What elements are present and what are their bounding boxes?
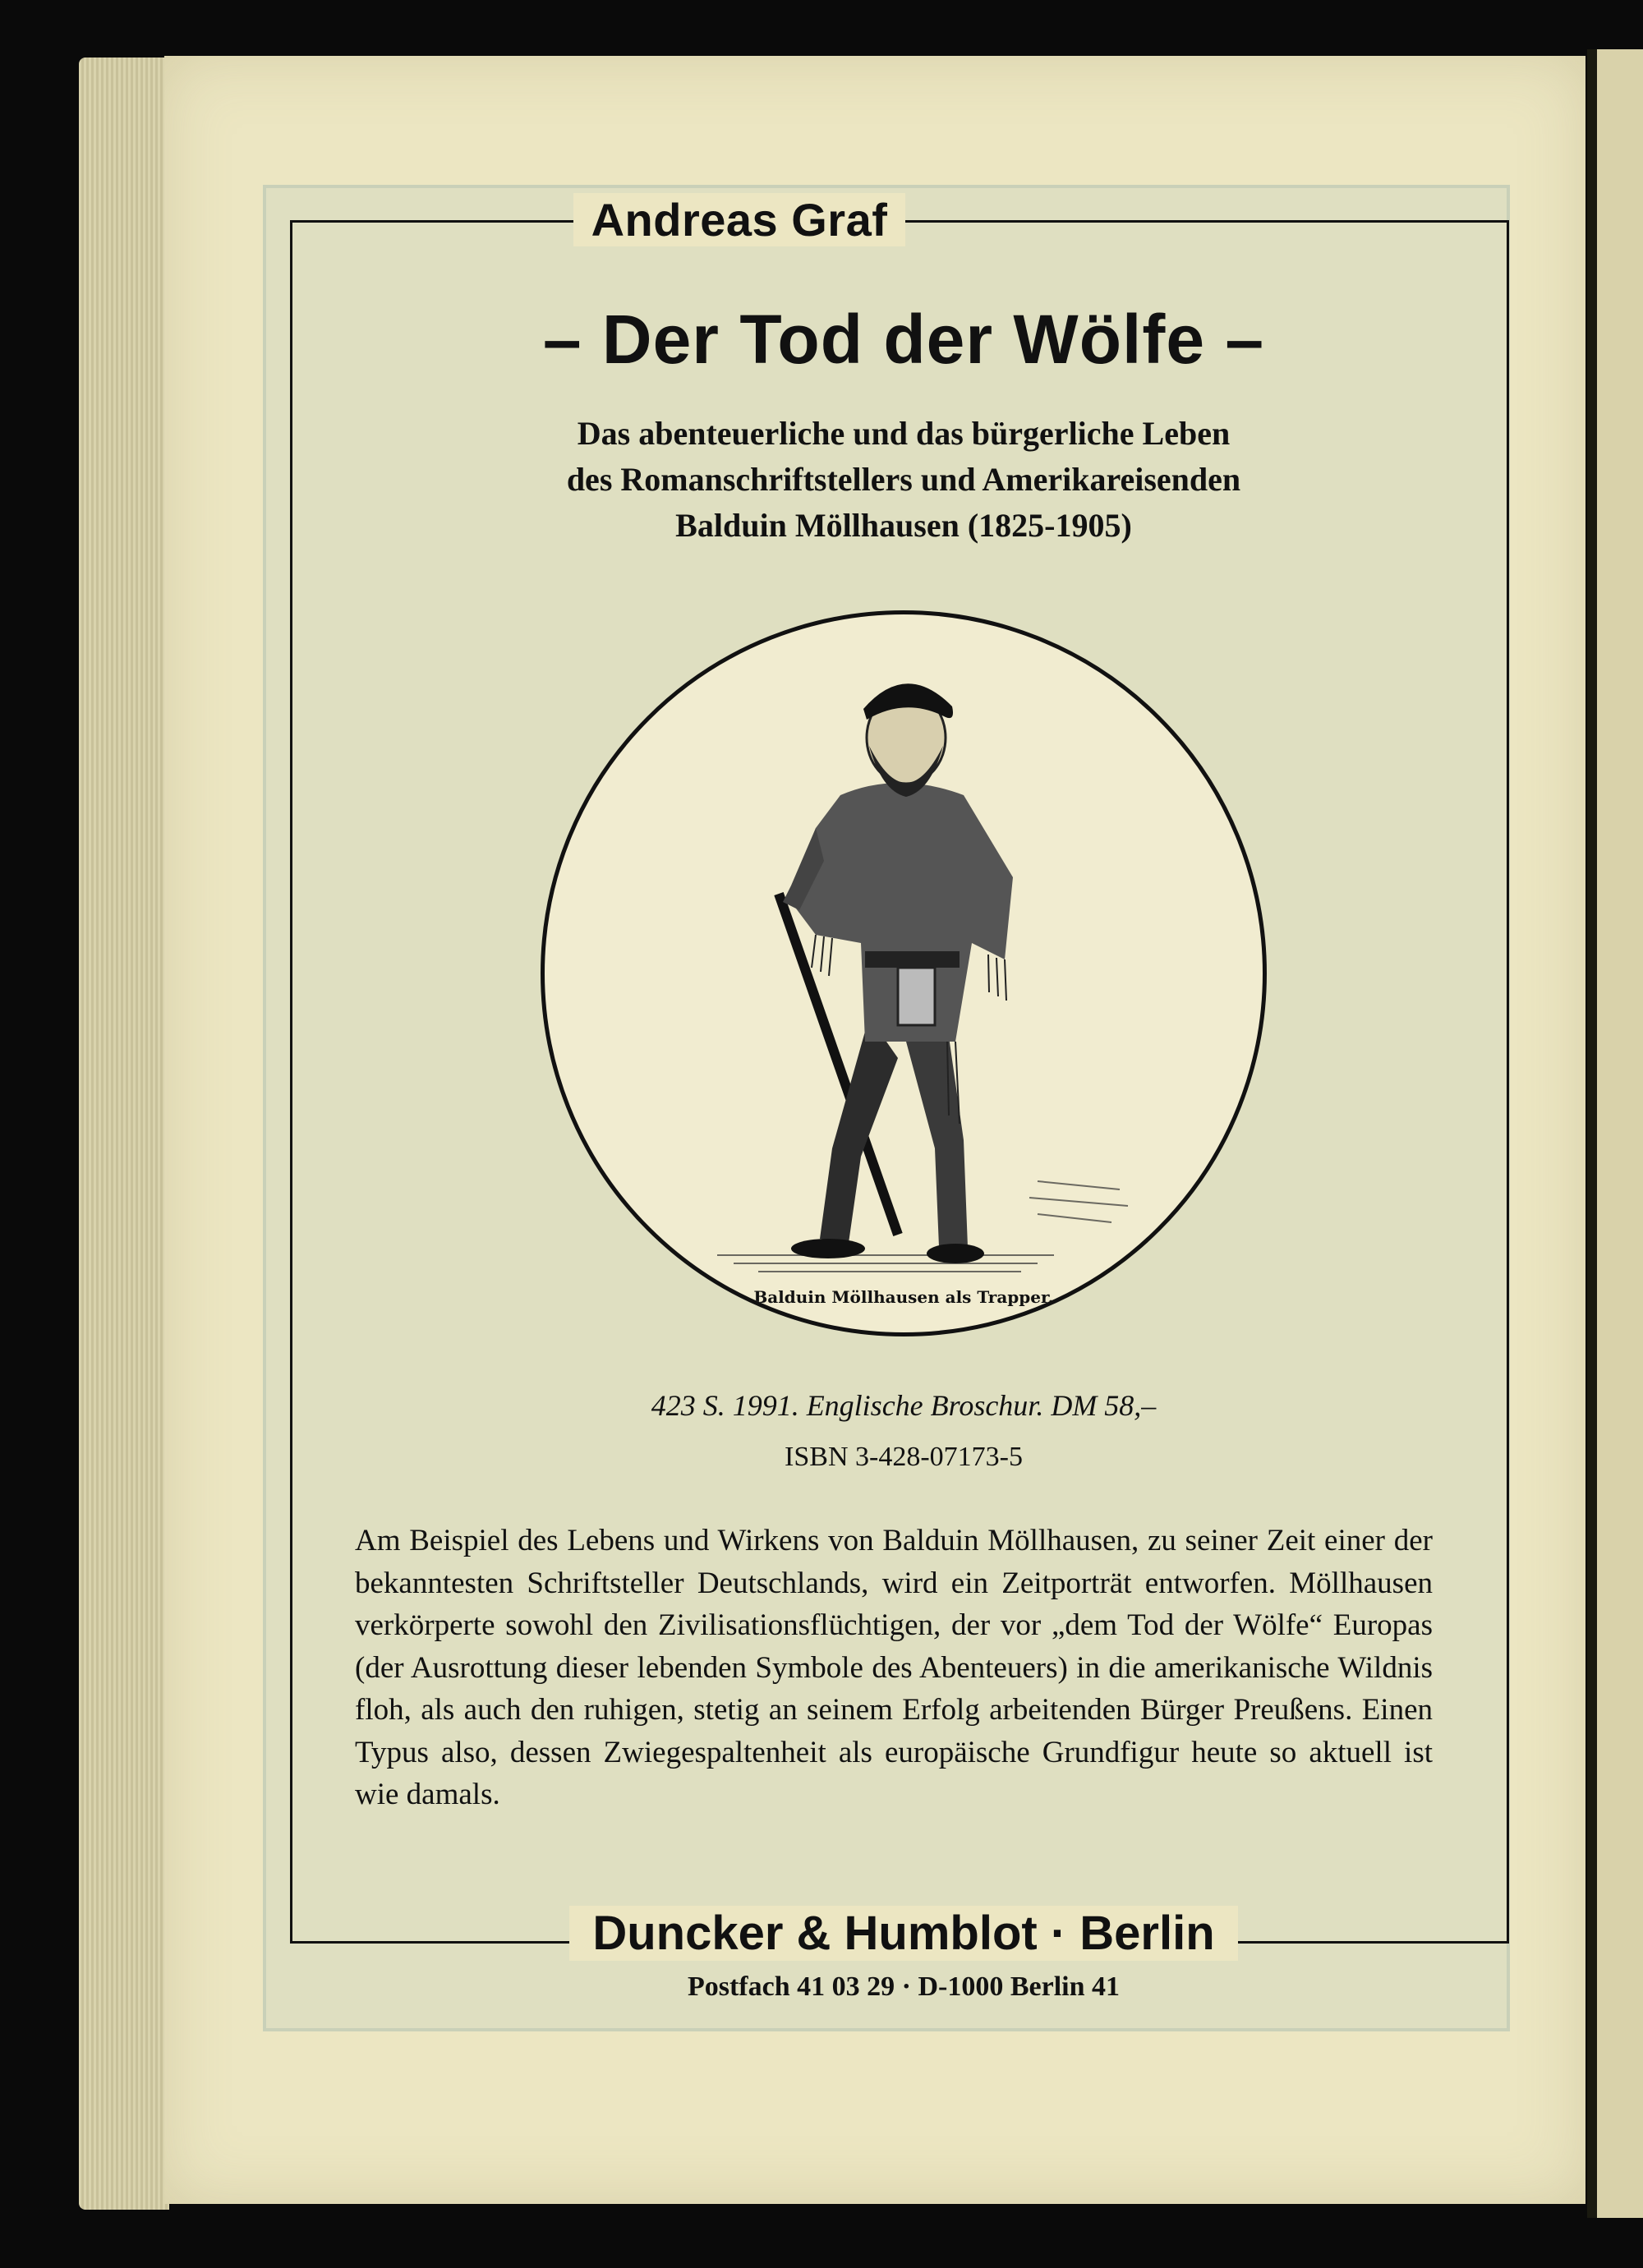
page-stack-edge xyxy=(79,58,169,2210)
isbn: ISBN 3-428-07173-5 xyxy=(785,1442,1023,1472)
publisher-address: Postfach 41 03 29 · D-1000 Berlin 41 xyxy=(687,1971,1121,2002)
book-description: Am Beispiel des Lebens und Wirkens von Balduin Möllhausen, zu seiner Zeit einer der bekanntesten Schriftsteller Deutschlands, wird ein Zeitporträt entworfen. Möllhausen verkörperte sowohl den Zivilisationsflüchtigen, der vor „dem Tod der Wölfe“ Europas (der Ausrottung dieser lebenden Symbole des Abenteuers) in die amerikanische Wildnis floh, als auch den ruhigen, stetig an seinem Erfolg arbeitenden Bürger Preußens. Einen Typus also, dessen Zwiegespaltenheit als europäische Grundfigur heute so aktuell ist wie damals. xyxy=(355,1524,1433,1811)
subtitle-line: Das abenteuerliche und das bürgerliche Leben xyxy=(577,415,1231,452)
publisher-name: Duncker & Humblot · Berlin xyxy=(569,1906,1237,1961)
portrait-medallion xyxy=(541,610,1267,1336)
book-subtitle xyxy=(0,411,1643,549)
illustration-caption: Balduin Möllhausen als Trapper. xyxy=(753,1287,1054,1307)
subtitle-line: Balduin Möllhausen (1825-1905) xyxy=(675,507,1132,544)
book-title: – Der Tod der Wölfe – xyxy=(542,301,1265,378)
book-details: 423 S. 1991. Englische Broschur. DM 58,– xyxy=(651,1389,1157,1422)
trapper-engraving-illustration xyxy=(545,614,1263,1332)
author-name: Andreas Graf xyxy=(573,193,906,246)
subtitle-line: des Romanschriftstellers und Amerikareisenden xyxy=(566,461,1241,498)
author-heading-row xyxy=(0,193,1643,246)
publisher-row xyxy=(0,1906,1643,1961)
